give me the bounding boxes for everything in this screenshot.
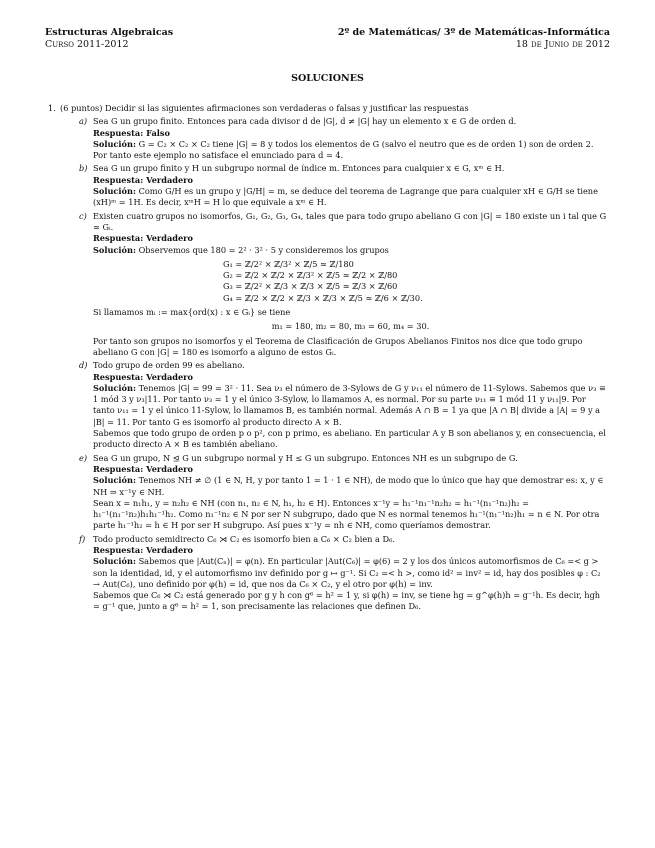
solution-text: [93, 245, 608, 256]
equation-g3: G₃ = ℤ/2² × ℤ/3 × ℤ/3 × ℤ/5 ≃ ℤ/3 × ℤ/60: [223, 281, 398, 292]
orders-equation: m₁ = 180, m₂ = 80, m₃ = 60, m₄ = 30.: [271, 321, 430, 332]
answer-value: Verdadero: [146, 233, 193, 244]
equation-g2: G₂ = ℤ/2 × ℤ/2 × ℤ/3² × ℤ/5 ≃ ℤ/2 × ℤ/80: [223, 270, 398, 281]
item-b: [48, 163, 608, 208]
course-name: Estructuras Algebraicas: [45, 27, 174, 38]
item-c: [48, 211, 608, 359]
item-statement: Sea G un grupo, N ⊴ G un subgrupo normal y H ≤ G un subgrupo. Entonces NH es un subgrupo de G.: [93, 452, 518, 463]
solutions-content: [48, 103, 608, 613]
solution-label: Solución:: [93, 244, 136, 255]
solution-text: [93, 383, 608, 428]
solution-body: Observemos que 180 = 2² · 3² · 5 y consideremos los grupos: [138, 244, 389, 255]
item-statement: Sea G un grupo finito. Entonces para cada divisor d de |G|, d ≠ |G| hay un elemento x ∈ G de orden d.: [93, 116, 517, 127]
solution-text: [93, 186, 608, 209]
header-left: [45, 27, 173, 51]
question-1: [48, 103, 608, 114]
groups-equations: [93, 259, 608, 304]
answer-line: [93, 464, 608, 475]
header-right: [338, 27, 610, 51]
orders-intro: Si llamamos mᵢ := max{ord(x) : x ∈ Gᵢ} se tiene: [93, 307, 291, 318]
answer-label: Respuesta:: [93, 233, 144, 244]
solution-body: G = C₂ × C₂ × C₂ tiene |G| = 8 y todos los elementos de G (salvo el neutro que es de orden 1) son de orden 2. Por tanto este ejemplo no satisface el enunciado para d = 4.: [93, 138, 594, 161]
solution-body: Como G/H es un grupo y |G/H| = m, se deduce del teorema de Lagrange que para cualquier xH ∈ G/H se tiene (xH)ᵐ = 1H. Es decir, xᵐH = H lo que equivale a xᵐ ∈ H.: [93, 186, 598, 208]
solution-label: Solución:: [93, 186, 136, 197]
item-statement: Existen cuatro grupos no isomorfos, G₁, G₂, G₃, G₄, tales que para todo grupo abeliano G con |G| = 180 existe un i tal que G ≃ Gᵢ.: [93, 210, 607, 232]
equation-g4: G₄ = ℤ/2 × ℤ/2 × ℤ/3 × ℤ/3 × ℤ/5 ≃ ℤ/6 × ℤ/30.: [223, 292, 423, 303]
conclusion-text: Por tanto son grupos no isomorfos y el Teorema de Clasificación de Grupos Abelianos Finitos nos dice que todo grupo abeliano G con |G| = 180 es isomorfo a alguno de estos Gᵢ.: [93, 335, 583, 357]
answer-line: [93, 545, 608, 556]
solution-extra: Sean x = n₁h₁, y = n₂h₂ ∈ NH (con n₁, n₂ ∈ N, h₁, h₂ ∈ H). Entonces x⁻¹y = h₁⁻¹n₁⁻¹n₂h₂ = h₁⁻¹(n₁⁻¹n₂)h₂ = h₁⁻¹(n₁⁻¹n₂)h₁h₁⁻¹h₂. Como n₁⁻¹n₂ ∈ N por ser N subgrupo, dado que N es normal tenemos h₁⁻¹(n₁⁻¹n₂)h₁ = n ∈ N. Por otra parte h₁⁻¹h₂ = h ∈ H por ser H subgrupo. Así pues x⁻¹y = nh ∈ NH, como queríamos demostrar.: [93, 497, 600, 531]
solution-body: Tenemos |G| = 99 = 3² · 11. Sea ν₃ el número de 3-Sylows de G y ν₁₁ el número de 11-Sylows. Sabemos que ν₃ ≡ 1 mód 3 y ν₃|11. Por tanto ν₃ = 1 y el único 3-Sylow, lo llamamos A, es normal. Por su parte ν₁₁ ≡ 1 mód 11 y ν₁₁|9. Por tanto ν₁₁ = 1 y el único 11-Sylow, lo llamamos B, es también normal. Además A ∩ B = 1 ya que |A ∩ B| divide a |A| = 9 y a |B| = 11. Por tanto G es isomorfo al producto directo A × B.: [93, 382, 606, 427]
answer-label: Respuesta:: [93, 127, 144, 138]
answer-value: Verdadero: [146, 174, 193, 185]
exam-date: 18 de Junio de 2012: [515, 39, 610, 50]
item-e: [48, 453, 608, 532]
solution-text: [93, 556, 608, 590]
item-label: b): [79, 163, 88, 174]
item-statement: Todo producto semidirecto C₆ ⋊ C₂ es isomorfo bien a C₆ × C₂ bien a D₆.: [93, 533, 395, 544]
item-d: [48, 360, 608, 450]
question-statement: (6 puntos) Decidir si las siguientes afirmaciones son verdaderas o falsas y justificar las respuestas: [60, 103, 469, 113]
degree: 2º de Matemáticas/ 3º de Matemáticas-Informática: [337, 27, 610, 38]
answer-value: Verdadero: [146, 544, 193, 555]
item-statement: Sea G un grupo finito y H un subgrupo normal de índice m. Entonces para cualquier x ∈ G, xᵐ ∈ H.: [93, 163, 505, 174]
solution-text: [93, 475, 608, 498]
answer-value: Verdadero: [146, 463, 193, 474]
equation-g1: G₁ = ℤ/2² × ℤ/3² × ℤ/5 ≃ ℤ/180: [223, 258, 354, 269]
answer-line: [93, 128, 608, 139]
item-label: e): [79, 452, 88, 463]
solution-label: Solución:: [93, 556, 136, 567]
answer-label: Respuesta:: [93, 371, 144, 382]
item-label: a): [79, 116, 88, 127]
item-f: [48, 534, 608, 613]
page-title: SOLUCIONES: [291, 73, 364, 84]
solution-extra: Sabemos que C₆ ⋊ C₂ está generado por g y h con g⁶ = h² = 1 y, si φ(h) = inv, se tiene hg = g^φ(h)h = g⁻¹h. Es decir, hgh = g⁻¹ que, junto a g⁶ = h² = 1, son precisamente las relaciones que definen D₆.: [93, 590, 601, 612]
answer-label: Respuesta:: [93, 174, 144, 185]
answer-label: Respuesta:: [93, 463, 144, 474]
answer-line: [93, 175, 608, 186]
answer-line: [93, 233, 608, 244]
answer-value: Falso: [146, 127, 170, 138]
course-year: Curso 2011-2012: [45, 39, 129, 50]
item-a: [48, 116, 608, 161]
question-number: 1.: [48, 103, 56, 113]
solution-body: Tenemos NH ≠ ∅ (1 ∈ N, H, y por tanto 1 = 1 · 1 ∈ NH), de modo que lo único que hay que demostrar es: x, y ∈ NH ⇒ x⁻¹y ∈ NH.: [93, 475, 604, 497]
answer-value: Verdadero: [146, 371, 193, 382]
solution-extra: Sabemos que todo grupo de orden p o p², con p primo, es abeliano. En particular A y B son abelianos y, en consecuencia, el producto directo A × B es también abeliano.: [93, 428, 606, 450]
answer-label: Respuesta:: [93, 544, 144, 555]
answer-line: [93, 372, 608, 383]
item-label: f): [79, 533, 86, 544]
item-label: d): [79, 360, 88, 371]
solution-label: Solución:: [93, 475, 136, 486]
solution-text: [93, 139, 608, 162]
item-statement: Todo grupo de orden 99 es abeliano.: [93, 360, 245, 371]
solution-label: Solución:: [93, 382, 136, 393]
item-label: c): [79, 210, 87, 221]
solution-label: Solución:: [93, 138, 136, 149]
solution-body: Sabemos que |Aut(Cₙ)| = φ(n). En particular |Aut(C₆)| = φ(6) = 2 y los dos únicos automorfismos de C₆ =< g > son la identidad, id, y el automorfismo inv definido por g ↦ g⁻¹. Si C₂ =< h >, como id² = inv² = id, hay dos posibles φ : C₂ → Aut(C₆), uno definido por φ(h) = id, que nos da C₆ × C₂, y el otro por φ(h) = inv.: [93, 556, 601, 589]
